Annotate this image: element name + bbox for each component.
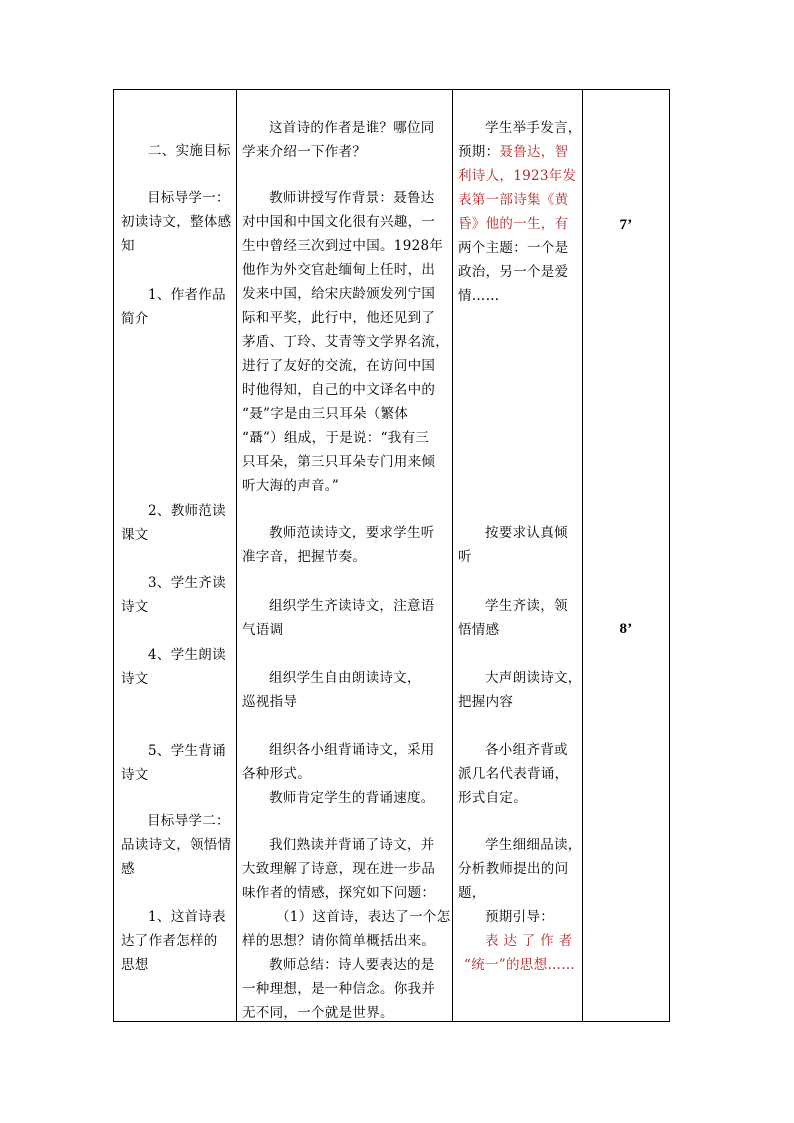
item-memorize — [121, 739, 226, 787]
text-line: 预期引导： — [485, 909, 554, 925]
text-line: 际和平奖，此行中，他还见到了 — [242, 310, 436, 326]
goal-1-line: 知 — [121, 238, 135, 254]
text-line: 茅盾、丁玲、艾青等文学界名流， — [242, 334, 449, 350]
text-line: 分析教师提出的问 — [458, 861, 569, 877]
text-line: 大致理解了诗意，现在进一步品 — [242, 861, 436, 877]
text-line: 对中国和中国文化很有兴趣，一 — [242, 214, 436, 230]
time-allocation-1: 7’ — [619, 217, 633, 233]
text-line: “聶”）组成，于是说：“我有三 — [242, 430, 430, 446]
text-line: 听大海的声音。” — [242, 478, 340, 494]
student-answer-6 — [458, 833, 582, 905]
text-line: 派几名代表背诵， — [458, 766, 569, 782]
item-author-intro — [121, 283, 226, 331]
highlight-text: “统一”的思想…… — [464, 957, 576, 973]
text-line: 两个主题：一个是 — [458, 240, 569, 256]
item-thought — [121, 905, 226, 977]
text-line: 各小组齐背或 — [485, 742, 568, 758]
student-answer-4 — [458, 666, 582, 714]
text-line: 学生细细品读， — [485, 837, 582, 853]
text-line: 一种理想，是一种信念。你我并 — [242, 981, 436, 997]
goals-column — [114, 90, 236, 1021]
text-line: 听 — [458, 549, 472, 565]
text-line: 教师范读诗文，要求学生听 — [269, 525, 435, 541]
highlight-text: 利诗人，1923年发 — [458, 168, 577, 184]
item-line: 1、作者作品 — [148, 287, 226, 303]
text-line: 准字音，把握节奏。 — [242, 549, 367, 565]
item-line: 简介 — [121, 311, 149, 327]
teacher-read-text — [242, 521, 435, 569]
item-line: 4、学生朗读 — [148, 647, 226, 663]
time-column — [583, 90, 669, 1021]
item-recite-aloud — [121, 643, 226, 691]
time-allocation-2: 8’ — [619, 621, 633, 637]
item-line: 1、这首诗表 — [148, 909, 226, 925]
author-question — [242, 116, 435, 164]
text-line: 气语调 — [242, 622, 284, 638]
highlight-text: 聂鲁达，智 — [499, 144, 569, 160]
student-answer-3 — [458, 594, 568, 642]
item-group-read — [121, 571, 226, 619]
item-line: 达了作者怎样的 — [121, 933, 218, 949]
goal-2-line: 目标导学二： — [147, 813, 230, 829]
text-line: 学来介绍一下作者？ — [242, 144, 367, 160]
highlight-text: 表第一部诗集《黄 — [458, 192, 569, 208]
text-line: 悟情感 — [458, 622, 500, 638]
appreciation-text — [242, 833, 435, 905]
item-line: 诗文 — [121, 671, 149, 687]
text-line: 巡视指导 — [242, 694, 298, 710]
goal-2 — [121, 809, 231, 881]
free-read-text — [242, 666, 421, 714]
text-line: 时他得知，自己的中文译名中的 — [242, 382, 436, 398]
text-line: 教师总结：诗人要表达的是 — [269, 957, 435, 973]
item-teacher-read — [121, 499, 226, 547]
student-answer-5 — [458, 738, 568, 810]
text-line: 味作者的情感，探究如下问题： — [242, 885, 436, 901]
question-1 — [242, 905, 451, 953]
text-line: 组织学生自由朗读诗文， — [269, 670, 421, 686]
item-line: 5、学生背诵 — [148, 743, 226, 759]
text-line: 进行了友好的交流，在访问中国 — [242, 358, 436, 374]
text-line: 无不同，一个就是世界。 — [242, 1005, 394, 1021]
item-line: 3、学生齐读 — [148, 575, 226, 591]
text-line: 我们熟读并背诵了诗文，并 — [269, 837, 435, 853]
item-line: 诗文 — [121, 767, 149, 783]
item-line: 课文 — [121, 527, 149, 543]
text-line: 各种形式。 — [242, 766, 311, 782]
text-line: “聂”字是由三只耳朵（繁体 — [242, 406, 409, 422]
teacher-summary — [242, 953, 435, 1025]
text-line — [458, 140, 582, 164]
memorize-text — [242, 738, 435, 810]
item-line: 诗文 — [121, 599, 149, 615]
text-line: 组织各小组背诵诗文，采用 — [269, 742, 435, 758]
text-line: （1）这首诗，表达了一个怎 — [276, 909, 451, 925]
goal-1 — [121, 186, 231, 258]
text-line: 他作为外交官赴缅甸上任时，出 — [242, 262, 436, 278]
student-answer-7 — [458, 905, 575, 977]
highlight-text: 表 达 了 作 者 — [485, 933, 573, 949]
student-answer-2 — [458, 521, 568, 569]
text-line: 生中曾经三次到过中国。1928年 — [242, 238, 444, 254]
text-line: 组织学生齐读诗文，注意语 — [269, 598, 435, 614]
goal-1-line: 目标导学一： — [147, 190, 230, 206]
text-line: 学生举手发言， — [485, 120, 582, 136]
item-line: 2、教师范读 — [148, 503, 226, 519]
text-line: 题， — [458, 885, 486, 901]
text-line: 按要求认真倾 — [485, 525, 568, 541]
text-line: 形式自定。 — [458, 790, 527, 806]
goal-2-line: 品读诗文，领悟情 — [121, 837, 232, 853]
text-line: 只耳朵，第三只耳朵专门用来倾 — [242, 454, 436, 470]
group-read-text — [242, 594, 435, 642]
text-line: 教师讲授写作背景：聂鲁达 — [269, 190, 435, 206]
highlight-text: 昏》他的一生，有 — [458, 216, 569, 232]
text-line: 把握内容 — [458, 694, 514, 710]
goal-1-line: 初读诗文，整体感 — [121, 214, 232, 230]
text-line: 教师肯定学生的背诵速度。 — [269, 790, 435, 806]
student-answer-1 — [458, 116, 582, 308]
teacher-column — [237, 90, 452, 1021]
student-column — [453, 90, 582, 1021]
goal-2-line: 感 — [121, 861, 135, 877]
text-line: 大声朗读诗文， — [485, 670, 582, 686]
text-line: 学生齐读，领 — [485, 598, 568, 614]
lesson-table — [113, 89, 670, 1022]
text-fragment: 预期： — [458, 144, 500, 160]
background-text — [242, 186, 449, 498]
text-line: 情…… — [458, 288, 500, 304]
section-title: 二、实施目标 — [148, 143, 231, 159]
item-line: 思想 — [121, 957, 149, 973]
text-line: 这首诗的作者是谁？哪位同 — [269, 120, 435, 136]
text-line: 样的思想？请你简单概括出来。 — [242, 933, 436, 949]
text-line: 政治，另一个是爱 — [458, 264, 569, 280]
text-line: 发来中国，给宋庆龄颁发列宁国 — [242, 286, 436, 302]
